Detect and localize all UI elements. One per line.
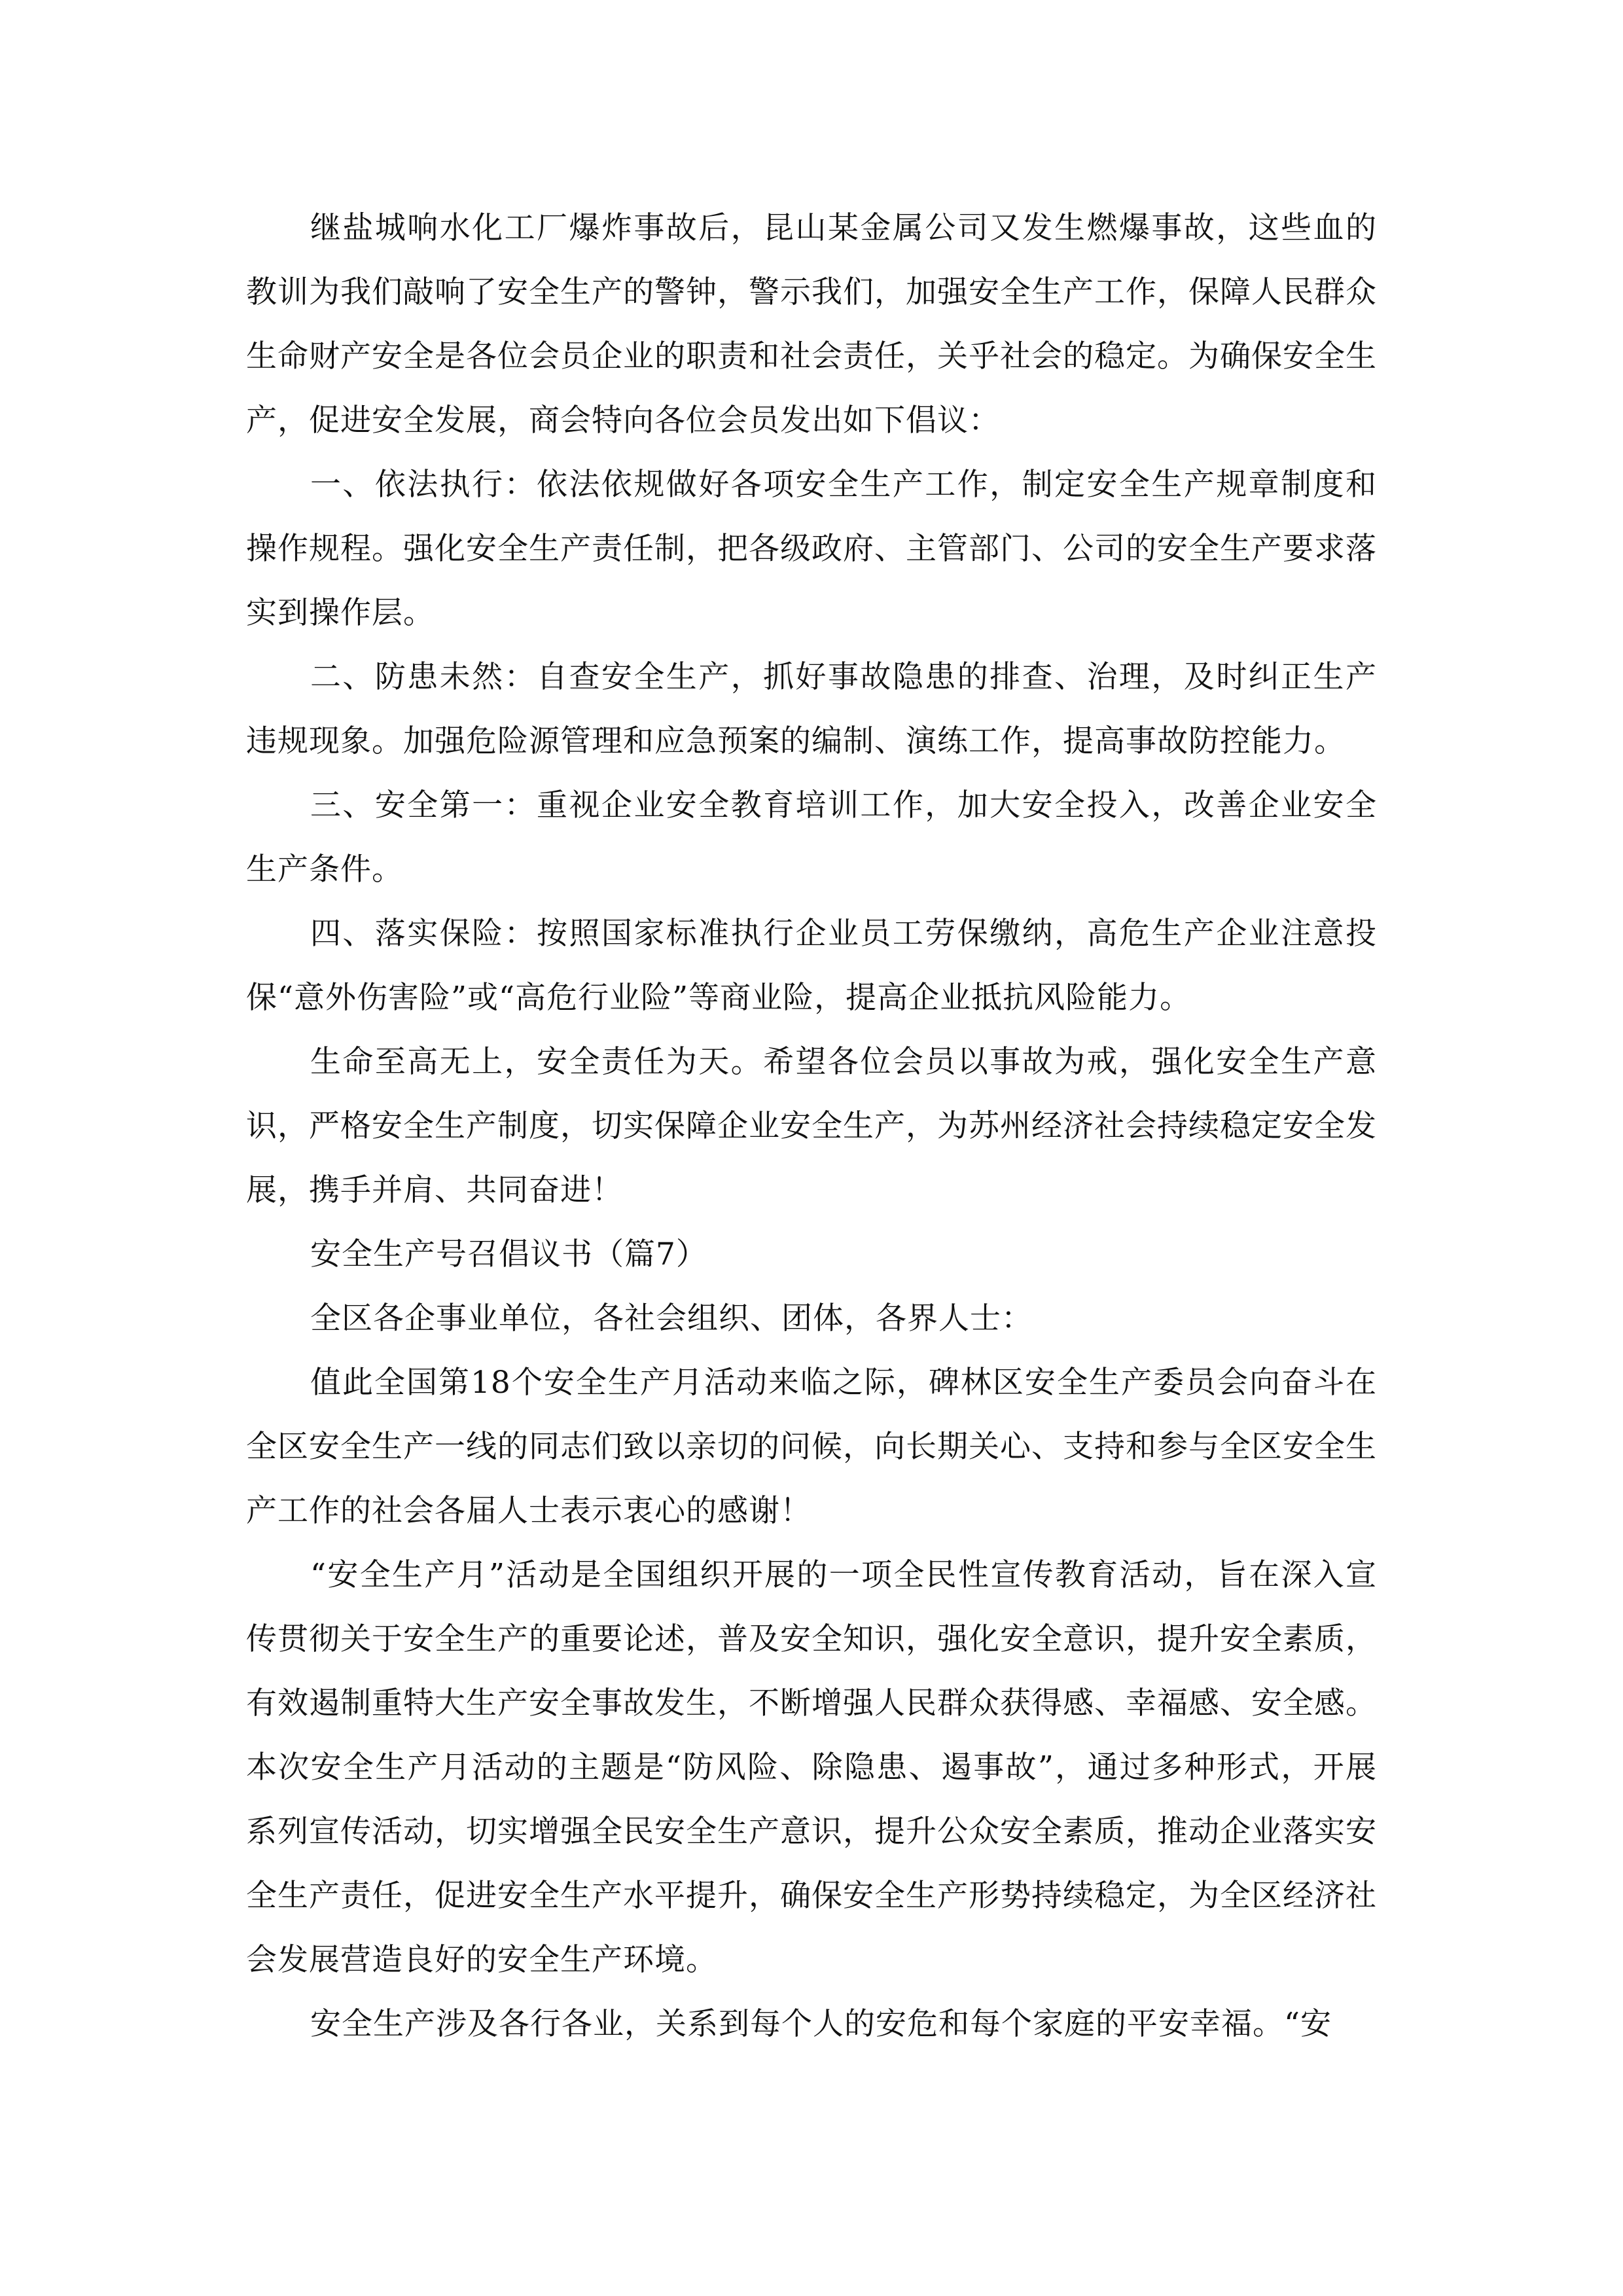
paragraph-item-4: 四、落实保险：按照国家标准执行企业员工劳保缴纳，高危生产企业注意投保“意外伤害险”或“高危行业险”等商业险，提高企业抵抗风险能力。 <box>246 916 1377 1016</box>
paragraph-activity: “安全生产月”活动是全国组织开展的一项全民性宣传教育活动，旨在深入宣传贯彻关于安全生产的重要论述，普及安全知识，强化安全意识，提升安全素质，有效遏制重特大生产安全事故发生，不断增强人民群众获得感、幸福感、安全感。本次安全生产月活动的主题是“防风险、除隐患、遏事故”，通过多种形式，开展系列宣传活动，切实增强全民安全生产意识，提升公众安全素质，推动企业落实安全生产责任，促进安全生产水平提升，确保安全生产形势持续稳定，为全区经济社会发展营造良好的安全生产环境。 <box>246 1557 1377 1978</box>
paragraph-item-3: 三、安全第一：重视企业安全教育培训工作，加大安全投入，改善企业安全生产条件。 <box>246 787 1377 888</box>
salutation: 全区各企事业单位，各社会组织、团体，各界人士： <box>310 1300 1033 1336</box>
paragraph-item-2: 二、防患未然：自查安全生产，抓好事故隐患的排查、治理，及时纠正生产违规现象。加强危险源管理和应急预案的编制、演练工作，提高事故防控能力。 <box>246 659 1377 759</box>
paragraph-closing: 生命至高无上，安全责任为天。希望各位会员以事故为戒，强化安全生产意识，严格安全生产制度，切实保障企业安全生产，为苏州经济社会持续稳定安全发展，携手并肩、共同奋进！ <box>246 1044 1377 1208</box>
document-page <box>246 196 1377 2056</box>
paragraph-item-1: 一、依法执行：依法依规做好各项安全生产工作，制定安全生产规章制度和操作规程。强化安全生产责任制，把各级政府、主管部门、公司的安全生产要求落实到操作层。 <box>246 467 1377 631</box>
paragraph-greeting: 值此全国第18个安全生产月活动来临之际，碑林区安全生产委员会向奋斗在全区安全生产一线的同志们致以亲切的问候，向长期关心、支持和参与全区安全生产工作的社会各届人士表示衷心的感谢！ <box>246 1365 1377 1529</box>
paragraph-continuation: 安全生产涉及各行各业，关系到每个人的安危和每个家庭的平安幸福。“安 <box>310 2006 1332 2042</box>
paragraph-intro: 继盐城响水化工厂爆炸事故后，昆山某金属公司又发生燃爆事故，这些血的教训为我们敲响了安全生产的警钟，警示我们，加强安全生产工作，保障人民群众生命财产安全是各位会员企业的职责和社会责任，关乎社会的稳定。为确保安全生产，促进安全发展，商会特向各位会员发出如下倡议： <box>246 210 1377 439</box>
section-title: 安全生产号召倡议书（篇7） <box>310 1236 707 1272</box>
